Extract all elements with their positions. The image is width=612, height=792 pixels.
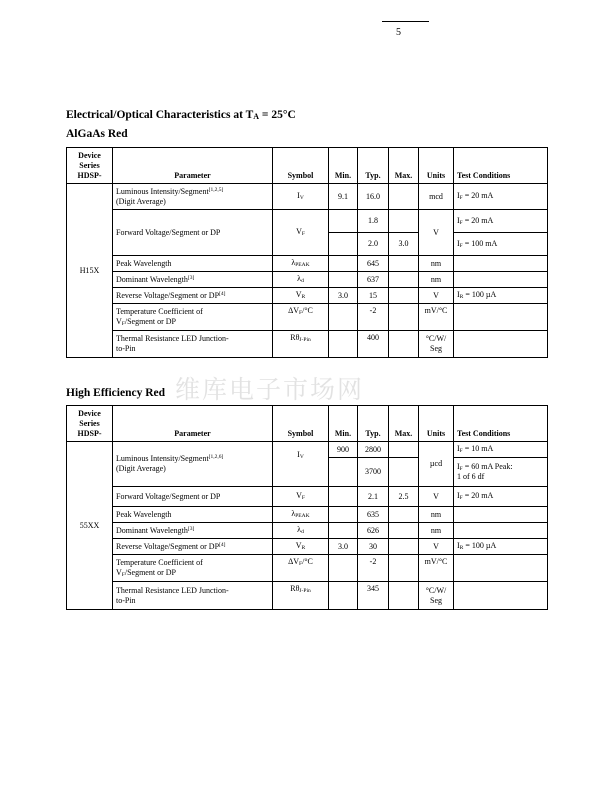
device-series: H15X [67,184,113,358]
units-cell: °C/W/ Seg [419,582,454,610]
table-high-efficiency-red [66,405,548,610]
symbol-cell: VF [273,487,329,507]
header-min: Min. [329,406,358,442]
table-row [67,272,548,288]
typ-cell: 626 [358,523,389,539]
header-units: Units [419,406,454,442]
typ-cell: 1.8 [358,210,389,233]
header-min: Min. [329,148,358,184]
table1-title: AlGaAs Red [66,128,128,140]
heading-suffix: = 25°C [259,109,296,121]
section-heading [66,109,296,121]
param-cell: Temperature Coefficient of VF/Segment or DP [113,304,273,331]
units-cell: nm [419,507,454,523]
units-cell: mV/°C [419,555,454,582]
header-symbol: Symbol [273,406,329,442]
header-max: Max. [389,148,419,184]
min-cell: 900 [329,442,358,458]
typ-cell: 345 [358,582,389,610]
header-typ: Typ. [358,148,389,184]
table-row [67,555,548,582]
conditions-cell: IF = 20 mA [454,487,548,507]
param-cell: Thermal Resistance LED Junction- to-Pin [113,331,273,358]
min-cell: 3.0 [329,539,358,555]
table-row [67,210,548,233]
typ-cell: 2.1 [358,487,389,507]
heading-text: Electrical/Optical Characteristics at T [66,109,254,121]
header-device: Device Series HDSP- [67,406,113,442]
symbol-cell: ΔVF/°C [273,555,329,582]
symbol-cell: IV [273,442,329,487]
typ-cell: -2 [358,555,389,582]
table-row [67,539,548,555]
typ-cell: 635 [358,507,389,523]
page-number: 5 [396,27,401,38]
units-cell: V [419,487,454,507]
header-test-conditions: Test Conditions [454,148,548,184]
typ-cell: -2 [358,304,389,331]
header-units: Units [419,148,454,184]
header-parameter: Parameter [113,148,273,184]
param-cell: Luminous Intensity/Segment[1,2,5] (Digit Average) [113,184,273,210]
table2-title: High Efficiency Red [66,387,166,399]
min-cell: 3.0 [329,288,358,304]
min-cell: 9.1 [329,184,358,210]
max-cell [389,184,419,210]
param-cell: Dominant Wavelength[3] [113,523,273,539]
conditions-cell: IF = 100 mA [454,233,548,256]
typ-cell: 637 [358,272,389,288]
symbol-cell: RθJ-Pin [273,582,329,610]
param-cell: Temperature Coefficient of VF/Segment or DP [113,555,273,582]
table-header-row [67,148,548,184]
typ-cell: 16.0 [358,184,389,210]
heading-subscript: A [253,112,260,121]
symbol-cell: IV [273,184,329,210]
param-cell: Forward Voltage/Segment or DP [113,487,273,507]
typ-cell: 2.0 [358,233,389,256]
table-row [67,582,548,610]
typ-cell: 3700 [358,458,389,487]
max-cell: 3.0 [389,233,419,256]
typ-cell: 400 [358,331,389,358]
units-cell: V [419,539,454,555]
typ-cell: 645 [358,256,389,272]
param-cell: Luminous Intensity/Segment[1,2,6] (Digit Average) [113,442,273,487]
symbol-cell: λPEAK [273,507,329,523]
table-header-row [67,406,548,442]
typ-cell: 2800 [358,442,389,458]
typ-cell: 15 [358,288,389,304]
header-device: Device Series HDSP- [67,148,113,184]
units-cell: °C/W/ Seg [419,331,454,358]
max-cell: 2.5 [389,487,419,507]
table-row [67,304,548,331]
param-cell: Reverse Voltage/Segment or DP[4] [113,539,273,555]
typ-cell: 30 [358,539,389,555]
symbol-cell: RθJ-Pin [273,331,329,358]
param-cell: Reverse Voltage/Segment or DP[4] [113,288,273,304]
max-cell [389,442,419,458]
device-series: 55XX [67,442,113,610]
table-row [67,442,548,458]
conditions-cell: IR = 100 µA [454,288,548,304]
conditions-cell: IF = 10 mA [454,442,548,458]
page-number-rule [382,21,429,22]
symbol-cell: VF [273,210,329,256]
units-cell: V [419,210,454,256]
conditions-cell: IF = 20 mA [454,184,548,210]
param-cell: Peak Wavelength [113,256,273,272]
conditions-cell: IR = 100 µA [454,539,548,555]
units-cell: nm [419,256,454,272]
table-row [67,256,548,272]
units-cell: mcd [419,184,454,210]
param-cell: Forward Voltage/Segment or DP [113,210,273,256]
header-test-conditions: Test Conditions [454,406,548,442]
conditions-cell: IF = 60 mA Peak: 1 of 6 df [454,458,548,487]
symbol-cell: λd [273,272,329,288]
symbol-cell: ΔVF/°C [273,304,329,331]
units-cell: mV/°C [419,304,454,331]
min-cell [329,458,358,487]
header-symbol: Symbol [273,148,329,184]
min-cell [329,233,358,256]
units-cell: nm [419,523,454,539]
param-cell: Peak Wavelength [113,507,273,523]
table-row [67,331,548,358]
conditions-cell: IF = 20 mA [454,210,548,233]
table-row [67,523,548,539]
table-row [67,507,548,523]
table-algaas-red [66,147,548,358]
units-cell: nm [419,272,454,288]
symbol-cell: VR [273,539,329,555]
units-cell: V [419,288,454,304]
max-cell [389,210,419,233]
table-row [67,184,548,210]
units-cell: µcd [419,442,454,487]
symbol-cell: λPEAK [273,256,329,272]
symbol-cell: λd [273,523,329,539]
header-typ: Typ. [358,406,389,442]
param-cell: Dominant Wavelength[3] [113,272,273,288]
header-parameter: Parameter [113,406,273,442]
min-cell [329,210,358,233]
table-row [67,487,548,507]
param-cell: Thermal Resistance LED Junction- to-Pin [113,582,273,610]
watermark: 维库电子市场网 [175,377,365,404]
symbol-cell: VR [273,288,329,304]
table-row [67,288,548,304]
max-cell [389,458,419,487]
header-max: Max. [389,406,419,442]
